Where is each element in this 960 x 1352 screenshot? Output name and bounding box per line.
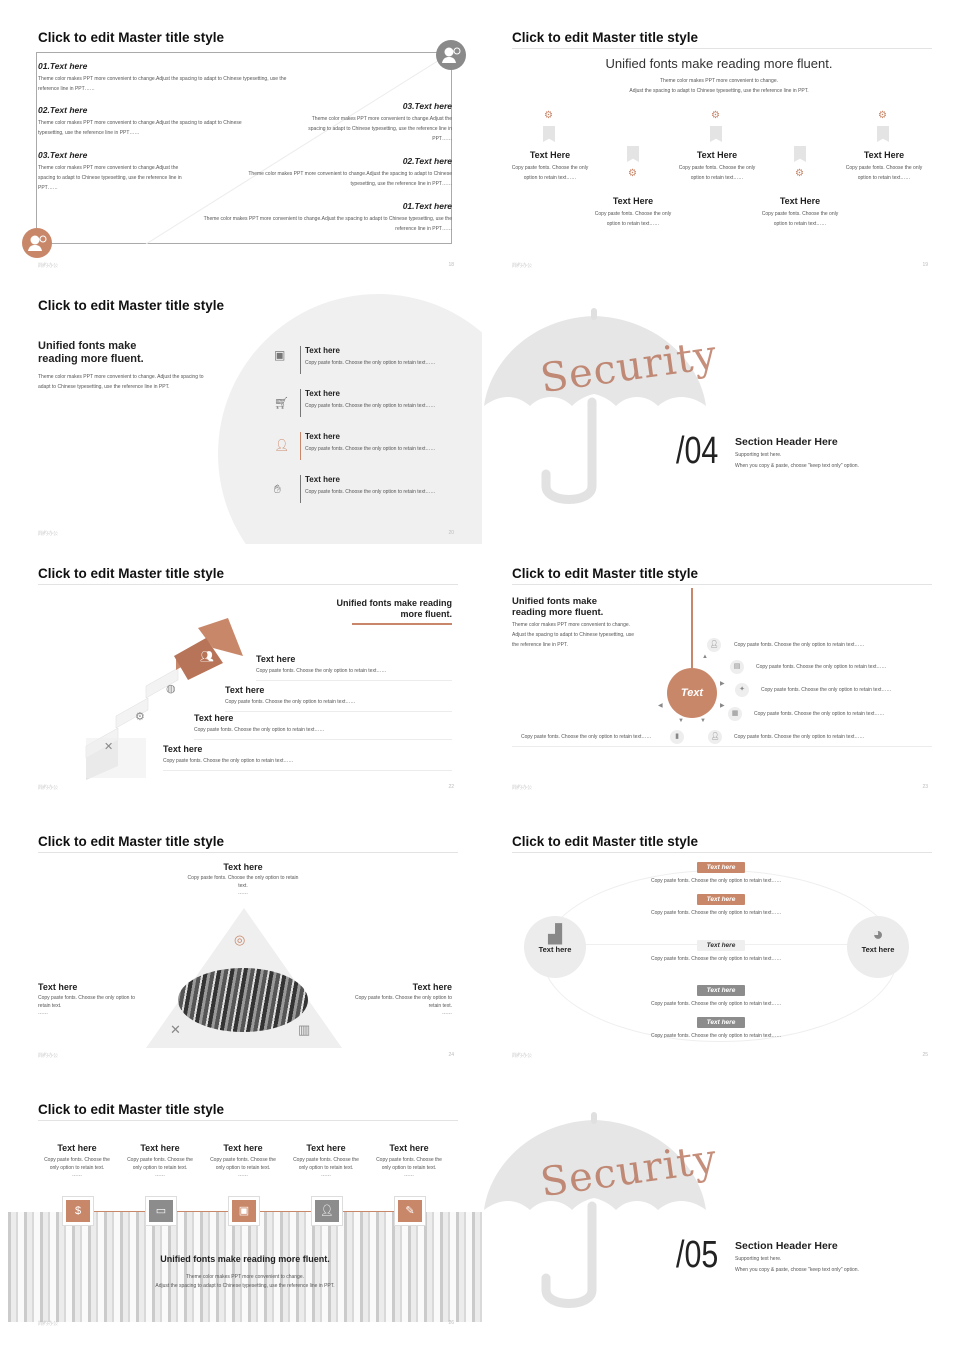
wallet-icon: ▣ — [229, 1197, 259, 1225]
item-label: Text here — [305, 475, 340, 484]
chart-icon: ▤ — [730, 660, 744, 674]
left-node — [524, 916, 586, 978]
page-number: 20 — [448, 530, 454, 536]
item-text: Copy paste fonts. Choose the only option to retain text…… — [845, 165, 923, 181]
tag-text: Copy paste fonts. Choose the only option to retain text…… — [651, 956, 782, 962]
bookmark-icon — [543, 126, 555, 142]
page-number: 23 — [922, 784, 928, 790]
footer-label: 简约办公 — [512, 263, 533, 269]
target-icon: ◎ — [234, 932, 246, 947]
footer-label: 简约办公 — [38, 1321, 59, 1327]
gear-icon: ⚙ — [795, 168, 804, 179]
center-text-circle — [667, 668, 717, 718]
item-text: Copy paste fonts. Choose the only option to retain text…… — [734, 642, 865, 648]
section-number: /05 — [676, 1234, 719, 1276]
left-dots: …… — [38, 1010, 48, 1016]
item-label: Text here — [225, 685, 265, 695]
item-label: Text here — [305, 389, 340, 398]
page-number: 26 — [448, 1320, 454, 1326]
board-icon: ▦ — [728, 707, 742, 721]
arrow-icon: ▶ — [720, 703, 725, 709]
item-text: Copy paste fonts. Choose the only option to retain text…… — [521, 734, 652, 740]
top-label: Text here — [223, 862, 263, 872]
top-dots: …… — [238, 890, 248, 896]
title-rule — [512, 584, 932, 585]
people-icon: 👥︎ — [200, 651, 214, 663]
top-text: Copy paste fonts. Choose the only option to retain text. — [187, 875, 299, 889]
tag-label: Text here — [697, 894, 745, 905]
left-label: Text here — [38, 982, 78, 992]
item-label: Text Here — [529, 150, 571, 160]
slide-heading: Unified fonts make reading more fluent. — [38, 340, 144, 365]
item-text: Copy paste fonts. Choose the only option to retain text…… — [761, 687, 892, 693]
item-text: Theme color makes PPT more convenient to change.Adjust the spacing to adapt to Chinese typesetting, use the reference line in PPT…… — [38, 120, 242, 136]
item-text: Theme color makes PPT more convenient to change.Adjust the spacing to adapt to Chinese typesetting, use the reference line in PPT…… — [203, 216, 452, 232]
slide-27-section — [482, 1086, 956, 1348]
bookmark-icon — [627, 146, 639, 162]
card-icon: ▭ — [146, 1197, 176, 1225]
item-label: Text Here — [696, 150, 738, 160]
section-subtext: When you copy & paste, choose "keep text only" option. — [735, 1267, 859, 1273]
tag-label: Text here — [697, 1017, 745, 1028]
tag-text: Copy paste fonts. Choose the only option to retain text…… — [651, 1033, 782, 1039]
slide-title: Click to edit Master title style — [38, 298, 225, 313]
item-text: Copy paste fonts. Choose the only option to retain text…… — [756, 664, 887, 670]
item-label: Text here — [305, 432, 340, 441]
item-dots: …… — [72, 1172, 82, 1178]
item-text: Copy paste fonts. Choose the only option to retain text. — [293, 1157, 359, 1171]
slide-heading: Unified fonts make reading more fluent. — [160, 1254, 330, 1264]
run-icon: ✦ — [735, 683, 749, 697]
item-text: Theme color makes PPT more convenient to change.Adjust the spacing to adapt to Chinese typesetting, use the reference line in PPT…… — [248, 171, 452, 187]
item-label: Text Here — [779, 196, 821, 206]
center-text: Text — [680, 687, 704, 699]
slide-18 — [8, 14, 482, 276]
item-label: Text here — [163, 744, 203, 754]
item-label: Text here — [194, 713, 234, 723]
pie-chart-icon: ◕ — [872, 924, 884, 944]
slide-subtext: Adjust the spacing to adapt to Chinese typesetting, use the reference line in PPT. — [629, 88, 809, 94]
item-text: Copy paste fonts. Choose the only option to retain text…… — [225, 699, 356, 705]
page-number: 19 — [922, 262, 928, 268]
item-text: Copy paste fonts. Choose the only option to retain text…… — [305, 446, 436, 452]
item-text: Theme color makes PPT more convenient to change.Adjust the spacing to adapt to Chinese typesetting, use the reference line in PPT…… — [38, 76, 287, 92]
slide-title: Click to edit Master title style — [512, 834, 699, 849]
right-dots: …… — [442, 1010, 452, 1016]
section-header: Section Header Here — [735, 1240, 838, 1252]
gear-icon: ⚙ — [628, 168, 637, 179]
slide-heading: Unified fonts make reading more fluent. — [605, 56, 833, 71]
page-number: 22 — [448, 784, 454, 790]
item-text: Copy paste fonts. Choose the only option to retain text…… — [594, 211, 672, 227]
item-text: Copy paste fonts. Choose the only option to retain text…… — [305, 489, 436, 495]
slide-26 — [8, 1086, 482, 1348]
tag-label: Text here — [697, 940, 745, 951]
item-dots: …… — [404, 1172, 414, 1178]
tag-label: Text here — [697, 985, 745, 996]
slide-heading: Unified fonts make reading more fluent. — [336, 598, 452, 619]
item-label: Text here — [256, 654, 296, 664]
slide-title: Click to edit Master title style — [38, 566, 225, 581]
right-node — [847, 916, 909, 978]
user-icon: 👤︎ — [708, 730, 722, 744]
item-text: Copy paste fonts. Choose the only option to retain text…… — [163, 758, 294, 764]
vertical-accent-line — [691, 588, 693, 668]
growth-chart-icon: ▟ — [548, 924, 562, 944]
item-text: Copy paste fonts. Choose the only option to retain text…… — [305, 360, 436, 366]
footer-label: 简约办公 — [38, 785, 59, 791]
security-word: Security — [537, 1135, 721, 1207]
item-text: Theme color makes PPT more convenient to change.Adjust the spacing to adapt to Chinese typesetting, use the reference line in PPT…… — [38, 165, 182, 191]
arrow-icon: ◀ — [658, 703, 663, 709]
money-icon: $ — [63, 1197, 93, 1225]
footer-label: 简约办公 — [38, 531, 59, 537]
slide-22 — [8, 550, 482, 812]
item-text: Copy paste fonts. Choose the only option to retain text. — [210, 1157, 276, 1171]
slide-title: Click to edit Master title style — [38, 30, 225, 45]
wallet-icon: ▣ — [274, 348, 286, 362]
item-text: Copy paste fonts. Choose the only option to retain text…… — [194, 727, 325, 733]
slide-23 — [482, 550, 956, 812]
user-money-icon: 👤︎ — [312, 1197, 342, 1225]
right-label: Text here — [412, 982, 452, 992]
section-subtext: Supporting text here. — [735, 1256, 782, 1262]
arrow-icon: ▲ — [702, 654, 708, 660]
slide-19 — [482, 14, 956, 276]
title-rule — [512, 852, 932, 853]
slide-title: Click to edit Master title style — [512, 30, 699, 45]
item-label: 01.Text here — [402, 201, 452, 211]
slide-20 — [8, 282, 482, 544]
tag-text: Copy paste fonts. Choose the only option to retain text…… — [651, 910, 782, 916]
slide-25 — [482, 818, 956, 1080]
slide-body: Theme color makes PPT more convenient to change. Adjust the spacing to adapt to Chinese typesetting, use the reference line in PPT. — [512, 622, 635, 648]
slide-heading: Unified fonts make reading more fluent. — [512, 596, 604, 618]
arrow-icon: ▼ — [700, 718, 706, 724]
security-word: Security — [537, 331, 721, 403]
item-label: Text here — [223, 1143, 263, 1153]
page-number: 24 — [448, 1052, 454, 1058]
item-label: Text here — [57, 1143, 97, 1153]
item-label: 02.Text here — [402, 156, 452, 166]
heading-underline — [352, 623, 452, 625]
item-label: 03.Text here — [38, 150, 88, 160]
item-label: 03.Text here — [402, 101, 452, 111]
item-text: Copy paste fonts. Choose the only option to retain text. — [376, 1157, 442, 1171]
gear-icon: ⚙ — [135, 711, 145, 723]
item-text: Copy paste fonts. Choose the only option to retain text…… — [678, 165, 756, 181]
tools-icon: ✕ — [170, 1022, 181, 1037]
edit-icon: ✎ — [395, 1197, 425, 1225]
item-text: Copy paste fonts. Choose the only option to retain text. — [44, 1157, 110, 1171]
slide-21-section — [482, 282, 956, 544]
right-node-label: Text here — [861, 945, 895, 954]
page-number: 25 — [922, 1052, 928, 1058]
bottle-icon: ▮ — [670, 730, 684, 744]
bookmark-icon — [794, 146, 806, 162]
footer-label: 简约办公 — [512, 1053, 533, 1059]
slide-subtext: Adjust the spacing to adapt to Chinese typesetting, use the reference line in PPT. — [155, 1283, 335, 1289]
item-text: Copy paste fonts. Choose the only option to retain text…… — [761, 211, 839, 227]
hand-money-icon: ✋︎ — [274, 482, 281, 496]
person-icon: 👤︎ — [707, 638, 721, 652]
item-dots: …… — [238, 1172, 248, 1178]
left-node-label: Text here — [538, 945, 572, 954]
right-text: Copy paste fonts. Choose the only option to retain text. — [354, 995, 452, 1009]
slide-subtext: Theme color makes PPT more convenient to change. — [185, 1274, 305, 1280]
footer-label: 简约办公 — [512, 785, 533, 791]
section-subtext: Supporting text here. — [735, 452, 782, 458]
title-rule — [38, 1120, 458, 1121]
page-number: 18 — [448, 262, 454, 268]
item-text: Copy paste fonts. Choose the only option to retain text…… — [305, 403, 436, 409]
item-text: Theme color makes PPT more convenient to change.Adjust the spacing to adapt to Chinese typesetting, use the reference line in PPT…… — [308, 116, 452, 142]
item-label: Text here — [140, 1143, 180, 1153]
footer-label: 简约办公 — [38, 1053, 59, 1059]
tools-icon: ✕ — [104, 741, 114, 753]
gear-icon: ⚙ — [878, 110, 887, 121]
item-label: Text here — [389, 1143, 429, 1153]
item-label: 02.Text here — [38, 105, 88, 115]
bookmark-icon — [877, 126, 889, 142]
item-dots: …… — [155, 1172, 165, 1178]
tag-text: Copy paste fonts. Choose the only option to retain text…… — [651, 878, 782, 884]
city-photo-oval — [178, 968, 308, 1032]
title-rule — [512, 48, 932, 49]
item-dots: …… — [321, 1172, 331, 1178]
item-text: Copy paste fonts. Choose the only option to retain text…… — [511, 165, 589, 181]
section-number: /04 — [676, 430, 719, 472]
item-label: Text here — [306, 1143, 346, 1153]
user-money-icon: 👤︎ — [274, 438, 290, 452]
title-rule — [38, 584, 458, 585]
arrow-icon: ▼ — [678, 718, 684, 724]
background-semicircle — [218, 294, 482, 544]
item-label: Text Here — [612, 196, 654, 206]
chart-icon: ▥ — [298, 1022, 311, 1037]
arrow-icon: ▶ — [720, 681, 725, 687]
slide-subtext: Theme color makes PPT more convenient to change. — [659, 78, 779, 84]
slide-body: Theme color makes PPT more convenient to change. Adjust the spacing to adapt to Chinese typesetting, use the reference line in PPT. — [38, 374, 204, 390]
section-header: Section Header Here — [735, 436, 838, 448]
cart-icon: 🛒︎ — [274, 396, 290, 410]
user-badge-icon — [22, 228, 52, 258]
user-badge-icon — [436, 40, 466, 70]
slide-title: Click to edit Master title style — [38, 834, 225, 849]
tag-label: Text here — [697, 862, 745, 873]
bookmark-icon — [710, 126, 722, 142]
item-label: Text here — [305, 346, 340, 355]
item-label: Text Here — [863, 150, 905, 160]
item-text: Copy paste fonts. Choose the only option to retain text. — [127, 1157, 193, 1171]
item-text: Copy paste fonts. Choose the only option to retain text…… — [754, 711, 885, 717]
item-label: 01.Text here — [38, 61, 88, 71]
gear-icon: ⚙ — [544, 110, 553, 121]
slide-24 — [8, 818, 482, 1080]
footer-label: 简约办公 — [38, 263, 59, 269]
bottom-divider — [512, 746, 932, 747]
slide-title: Click to edit Master title style — [38, 1102, 225, 1117]
tag-text: Copy paste fonts. Choose the only option to retain text…… — [651, 1001, 782, 1007]
title-rule — [38, 852, 458, 853]
item-text: Copy paste fonts. Choose the only option to retain text…… — [256, 668, 387, 674]
section-subtext: When you copy & paste, choose "keep text only" option. — [735, 463, 859, 469]
globe-icon: ◍ — [166, 683, 176, 695]
building-photo — [8, 1212, 482, 1322]
slide-title: Click to edit Master title style — [512, 566, 699, 581]
item-text: Copy paste fonts. Choose the only option to retain text…… — [734, 734, 865, 740]
gear-icon: ⚙ — [711, 110, 720, 121]
left-text: Copy paste fonts. Choose the only option to retain text. — [38, 995, 136, 1009]
